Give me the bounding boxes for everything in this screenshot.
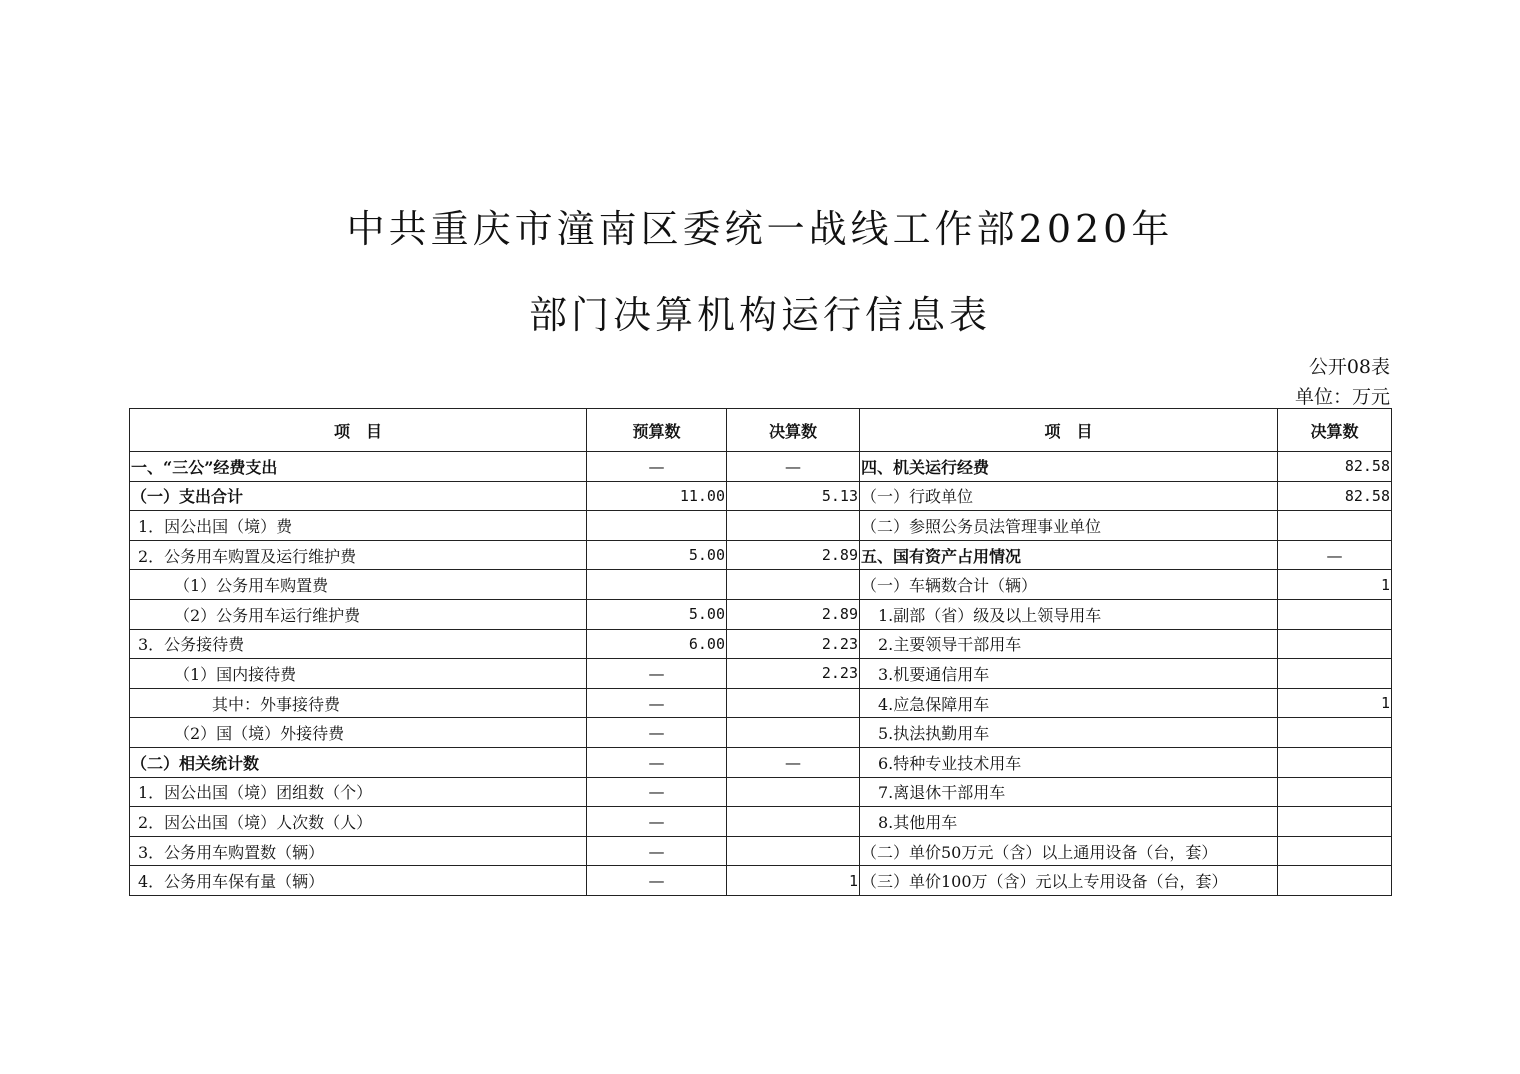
final-cell bbox=[727, 511, 860, 541]
table-row bbox=[130, 511, 1392, 541]
table-row bbox=[130, 836, 1392, 866]
left-item: （1）公务用车购置费 bbox=[130, 570, 587, 600]
header-item-right: 项 目 bbox=[860, 409, 1278, 452]
right-item: （一）车辆数合计（辆） bbox=[860, 570, 1278, 600]
right-item: 6.特种专业技术用车 bbox=[860, 747, 1278, 777]
table-row bbox=[130, 452, 1392, 482]
final-cell: 2.23 bbox=[727, 659, 860, 689]
right-final-cell bbox=[1278, 866, 1392, 896]
table-row bbox=[130, 866, 1392, 896]
right-final-cell bbox=[1278, 747, 1392, 777]
right-item: 3.机要通信用车 bbox=[860, 659, 1278, 689]
budget-cell: 11.00 bbox=[587, 481, 727, 511]
header-budget: 预算数 bbox=[587, 409, 727, 452]
right-item: 5.执法执勤用车 bbox=[860, 718, 1278, 748]
right-item: （二）单价50万元（含）以上通用设备（台，套） bbox=[860, 836, 1278, 866]
unit-label: 单位：万元 bbox=[1294, 386, 1390, 408]
right-final-cell: — bbox=[1278, 540, 1392, 570]
left-item: 3．公务用车购置数（辆） bbox=[130, 836, 587, 866]
left-item: （2）公务用车运行维护费 bbox=[130, 599, 587, 629]
header-item: 项 目 bbox=[130, 409, 587, 452]
right-final-cell bbox=[1278, 511, 1392, 541]
right-final-cell bbox=[1278, 777, 1392, 807]
final-cell: 2.89 bbox=[727, 540, 860, 570]
right-item: 4.应急保障用车 bbox=[860, 688, 1278, 718]
header-final: 决算数 bbox=[727, 409, 860, 452]
left-item: 2．公务用车购置及运行维护费 bbox=[130, 540, 587, 570]
right-final-cell bbox=[1278, 659, 1392, 689]
table-row bbox=[130, 481, 1392, 511]
table-row bbox=[130, 540, 1392, 570]
final-cell bbox=[727, 836, 860, 866]
budget-cell: — bbox=[587, 688, 727, 718]
final-cell bbox=[727, 777, 860, 807]
budget-cell: 5.00 bbox=[587, 540, 727, 570]
left-item: 2．因公出国（境）人次数（人） bbox=[130, 807, 587, 837]
budget-cell bbox=[587, 511, 727, 541]
table-row bbox=[130, 570, 1392, 600]
budget-cell: — bbox=[587, 836, 727, 866]
right-item: 2.主要领导干部用车 bbox=[860, 629, 1278, 659]
info-table bbox=[129, 408, 1392, 896]
final-cell bbox=[727, 570, 860, 600]
left-item: 1．因公出国（境）费 bbox=[130, 511, 587, 541]
table-row bbox=[130, 688, 1392, 718]
page-title: 中共重庆市潼南区委统一战线工作部2020年 bbox=[346, 207, 1174, 251]
budget-cell bbox=[587, 570, 727, 600]
table-header-row bbox=[130, 409, 1392, 452]
budget-cell: — bbox=[587, 452, 727, 482]
final-cell bbox=[727, 718, 860, 748]
page-subtitle: 部门决算机构运行信息表 bbox=[528, 293, 991, 337]
left-item: 一、“三公”经费支出 bbox=[130, 452, 587, 482]
right-item: 8.其他用车 bbox=[860, 807, 1278, 837]
final-cell: — bbox=[727, 747, 860, 777]
right-item: （三）单价100万（含）元以上专用设备（台，套） bbox=[860, 866, 1278, 896]
table-row bbox=[130, 629, 1392, 659]
right-item: （一）行政单位 bbox=[860, 481, 1278, 511]
right-final-cell bbox=[1278, 599, 1392, 629]
right-final-cell bbox=[1278, 807, 1392, 837]
budget-cell: 5.00 bbox=[587, 599, 727, 629]
left-item: 3．公务接待费 bbox=[130, 629, 587, 659]
final-cell: 2.23 bbox=[727, 629, 860, 659]
budget-cell: — bbox=[587, 659, 727, 689]
budget-cell: — bbox=[587, 807, 727, 837]
budget-cell: 6.00 bbox=[587, 629, 727, 659]
final-cell bbox=[727, 688, 860, 718]
final-cell: 2.89 bbox=[727, 599, 860, 629]
table-row bbox=[130, 718, 1392, 748]
right-final-cell bbox=[1278, 836, 1392, 866]
left-item: （1）国内接待费 bbox=[130, 659, 587, 689]
left-item: （二）相关统计数 bbox=[130, 747, 587, 777]
final-cell bbox=[727, 807, 860, 837]
right-item: 四、机关运行经费 bbox=[860, 452, 1278, 482]
left-item: 1．因公出国（境）团组数（个） bbox=[130, 777, 587, 807]
budget-cell: — bbox=[587, 718, 727, 748]
budget-cell: — bbox=[587, 777, 727, 807]
table-row bbox=[130, 659, 1392, 689]
table-row bbox=[130, 747, 1392, 777]
right-item: 7.离退休干部用车 bbox=[860, 777, 1278, 807]
right-final-cell: 1 bbox=[1278, 570, 1392, 600]
left-item: 4．公务用车保有量（辆） bbox=[130, 866, 587, 896]
right-item: 1.副部（省）级及以上领导用车 bbox=[860, 599, 1278, 629]
right-final-cell bbox=[1278, 629, 1392, 659]
table-row bbox=[130, 807, 1392, 837]
right-final-cell: 82.58 bbox=[1278, 481, 1392, 511]
budget-cell: — bbox=[587, 747, 727, 777]
final-cell: 5.13 bbox=[727, 481, 860, 511]
left-item: （一）支出合计 bbox=[130, 481, 587, 511]
left-item: 其中：外事接待费 bbox=[130, 688, 587, 718]
table-row bbox=[130, 777, 1392, 807]
right-item: （二）参照公务员法管理事业单位 bbox=[860, 511, 1278, 541]
header-final-right: 决算数 bbox=[1278, 409, 1392, 452]
right-final-cell bbox=[1278, 718, 1392, 748]
final-cell: 1 bbox=[727, 866, 860, 896]
final-cell: — bbox=[727, 452, 860, 482]
budget-cell: — bbox=[587, 866, 727, 896]
right-final-cell: 82.58 bbox=[1278, 452, 1392, 482]
right-item: 五、国有资产占用情况 bbox=[860, 540, 1278, 570]
right-final-cell: 1 bbox=[1278, 688, 1392, 718]
form-number: 公开08表 bbox=[1308, 356, 1390, 378]
table-row bbox=[130, 599, 1392, 629]
left-item: （2）国（境）外接待费 bbox=[130, 718, 587, 748]
